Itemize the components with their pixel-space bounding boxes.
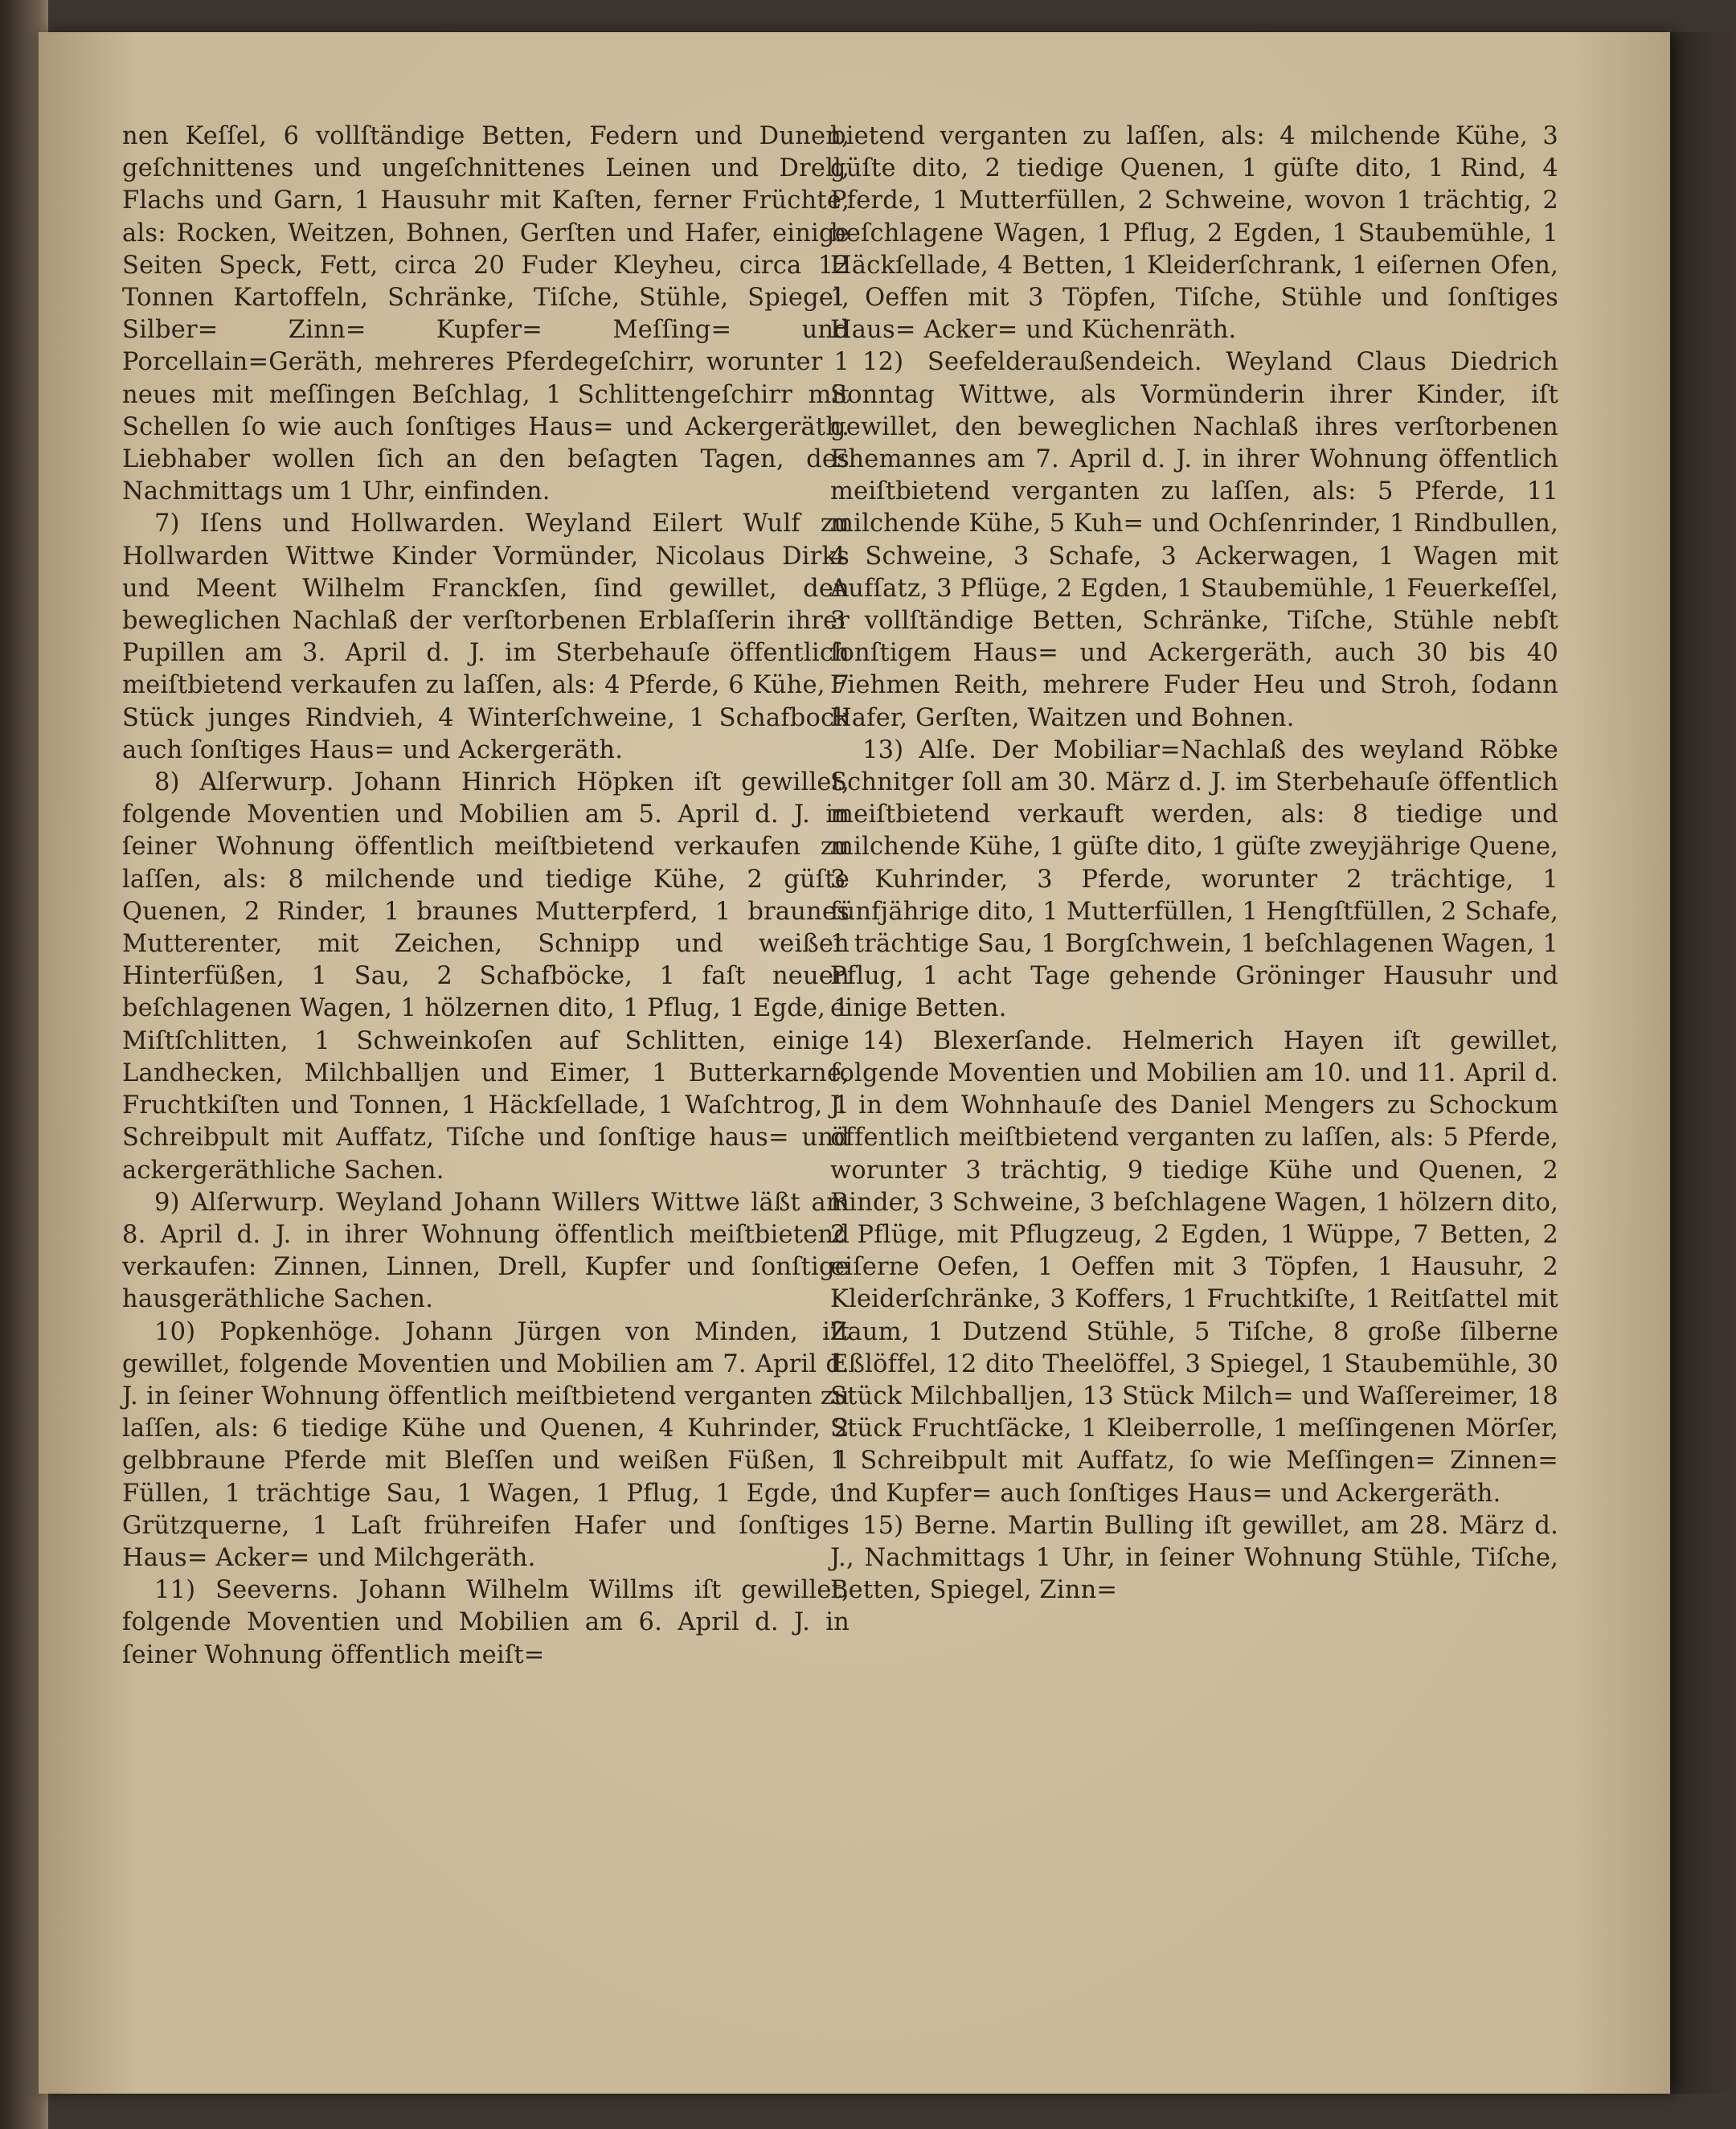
entry-11-seeverns: 11) Seeverns. Johann Wilhelm Willms iſt gewillet, folgende Moventien und Mobilien am 6. April d. J. in ſeiner Wohnung öffentlich meiſt= [122,1576,850,1669]
page-edge-shadow [1670,32,1736,2094]
entry-12-seefelderaussendeich: 12) Seefelderaußendeich. Weyland Claus Diedrich Sonntag Wittwe, als Vormünderin ihrer Kinder, iſt gewillet, den beweglichen Nachlaß ihres verſtorbenen Ehemannes am 7. April d. J. in ihrer Wohnung öffentlich meiſtbietend verganten zu laſſen, als: 5 Pferde, 11 milchende Kühe, 5 Kuh= und Ochſenrinder, 1 Rindbullen, 4 Schweine, 3 Schafe, 3 Ackerwagen, 1 Wagen mit Aufſatz, 3 Pflüge, 2 Egden, 1 Staubemühle, 1 Feuerkeſſel, 3 vollſtändige Betten, Schränke, Tiſche, Stühle nebſt ſonſtigem Haus= und Ackergeräth, auch 30 bis 40 Fiehmen Reith, mehrere Fuder Heu und Stroh, ſodann Hafer, Gerſten, Waitzen und Bohnen. [830,348,1558,732]
entry-9-alserwurp: 9) Alſerwurp. Weyland Johann Willers Wittwe läßt am 8. April d. J. in ihrer Wohnung öffentlich meiſtbietend verkaufen: Zinnen, Linnen, Drell, Kupfer und ſonſtige hausgeräthliche Sachen. [122,1188,850,1314]
entry-8-alserwurp: 8) Alſerwurp. Johann Hinrich Höpken iſt gewillet, folgende Moventien und Mobilien am 5. April d. J. in ſeiner Wohnung öffentlich meiſtbietend verkaufen zu laſſen, als: 8 milchende und tiedige Kühe, 2 güſte Quenen, 2 Rinder, 1 braunes Mutterpferd, 1 braunes Mutterenter, mit Zeichen, Schnipp und weißen Hinterfüßen, 1 Sau, 2 Schafböcke, 1 faſt neuen beſchlagenen Wagen, 1 hölzernen dito, 1 Pflug, 1 Egde, 1 Miſtſchlitten, 1 Schweinkoſen auf Schlitten, einige Landhecken, Milchballjen und Eimer, 1 Butterkarne, Fruchtkiſten und Tonnen, 1 Häckſellade, 1 Waſchtrog, 1 Schreibpult mit Auffatz, Tiſche und ſonſtige haus= und ackergeräthliche Sachen. [122,768,850,1185]
entry-14-blexersande: 14) Blexerſande. Helmerich Hayen iſt gewillet, folgende Moventien und Mobilien am 10. und 11. April d. J. in dem Wohnhauſe des Daniel Mengers zu Schockum öffentlich meiſtbietend verganten zu laſſen, als: 5 Pferde, worunter 3 trächtig, 9 tiedige Kühe und Quenen, 2 Rinder, 3 Schweine, 3 beſchlagene Wagen, 1 hölzern dito, 2 Pflüge, mit Pflugzeug, 2 Egden, 1 Wüppe, 7 Betten, 2 eiſerne Oefen, 1 Oeffen mit 3 Töpfen, 1 Hausuhr, 2 Kleiderſchränke, 3 Koffers, 1 Fruchtkiſte, 1 Reitſattel mit Zaum, 1 Dutzend Stühle, 5 Tiſche, 8 große ſilberne Eßlöffel, 12 dito Theelöffel, 3 Spiegel, 1 Staubemühle, 30 Stück Milchballjen, 13 Stück Milch= und Waſſereimer, 18 Stück Fruchtſäcke, 1 Kleiberrolle, 1 meſſingenen Mörſer, 1 Schreibpult mit Auffatz, ſo wie Meſſingen= Zinnen= und Kupfer= auch ſonſtiges Haus= und Ackergeräth. [830,1026,1558,1508]
entry-7-isens: 7) Iſens und Hollwarden. Weyland Eilert Wulf zu Hollwarden Wittwe Kinder Vormünder, Nicolaus Dirks und Meent Wilhelm Franckſen, ſind gewillet, den beweglichen Nachlaß der verſtorbenen Erblaſſerin ihrer Pupillen am 3. April d. J. im Sterbehauſe öffentlich meiſtbietend verkaufen zu laſſen, als: 4 Pferde, 6 Kühe, 7 Stück junges Rindvieh, 4 Winterſchweine, 1 Schafbock auch ſonſtiges Haus= und Ackergeräth. [122,510,850,764]
entry-10-popkenhoege: 10) Popkenhöge. Johann Jürgen von Minden, iſt gewillet, folgende Moventien und Mobilien am 7. April d. J. in ſeiner Wohnung öffentlich meiſtbietend verganten zu laſſen, als: 6 tiedige Kühe und Quenen, 4 Kuhrinder, 2 gelbbraune Pferde mit Bleſſen und weißen Füßen, 1 Füllen, 1 trächtige Sau, 1 Wagen, 1 Pflug, 1 Egde, 1 Grützquerne, 1 Laſt frühreifen Hafer und ſonſtiges Haus= Acker= und Milchgeräth. [122,1317,850,1572]
entry-15-berne: 15) Berne. Martin Bulling iſt gewillet, am 28. März d. J., Nachmittags 1 Uhr, in ſeiner Wohnung Stühle, Tiſche, Betten, Spiegel, Zinn= [830,1511,1558,1605]
entry-13-alse: 13) Alſe. Der Mobiliar=Nachlaß des weyland Röbke Schnitger ſoll am 30. März d. J. im Sterbehauſe öffentlich meiſtbietend verkauft werden, als: 8 tiedige und milchende Kühe, 1 güſte dito, 1 güſte zweyjährige Quene, 3 Kuhrinder, 3 Pferde, worunter 2 trächtige, 1 fünfjährige dito, 1 Mutterfüllen, 1 Hengſtfüllen, 2 Schafe, 1 trächtige Sau, 1 Borgſchwein, 1 beſchlagenen Wagen, 1 Pflug, 1 acht Tage gehende Gröninger Hausuhr und einige Betten. [830,735,1558,1023]
left-text-column [122,121,850,1672]
paragraph-continued: nen Keſſel, 6 vollſtändige Betten, Federn und Dunen, geſchnittenes und ungeſchnittenes Leinen und Drell, Flachs und Garn, 1 Hausuhr mit Kaſten, ferner Früchte, als: Rocken, Weitzen, Bohnen, Gerſten und Hafer, einige Seiten Speck, Fett, circa 20 Fuder Kleyheu, circa 12 Tonnen Kartoffeln, Schränke, Tiſche, Stühle, Spiegel, Silber= Zinn= Kupfer= Meſſing= und Porcellain=Geräth, mehreres Pferdegeſchirr, worunter 1 neues mit meſſingen Beſchlag, 1 Schlittengeſchirr mit Schellen ſo wie auch ſonſtiges Haus= und Ackergeräth. Liebhaber wollen ſich an den beſagten Tagen, des Nachmittags um 1 Uhr, einfinden. [122,122,850,506]
right-text-column [830,121,1558,1607]
paragraph-continued-right: bietend verganten zu laſſen, als: 4 milchende Kühe, 3 güſte dito, 2 tiedige Quenen, 1 güſte dito, 1 Rind, 4 Pferde, 1 Mutterfüllen, 2 Schweine, wovon 1 trächtig, 2 beſchlagene Wagen, 1 Pflug, 2 Egden, 1 Staubemühle, 1 Häckſellade, 4 Betten, 1 Kleiderſchrank, 1 eiſernen Ofen, 1 Oeffen mit 3 Töpfen, Tiſche, Stühle und ſonſtiges Haus= Acker= und Küchenräth. [830,122,1558,345]
